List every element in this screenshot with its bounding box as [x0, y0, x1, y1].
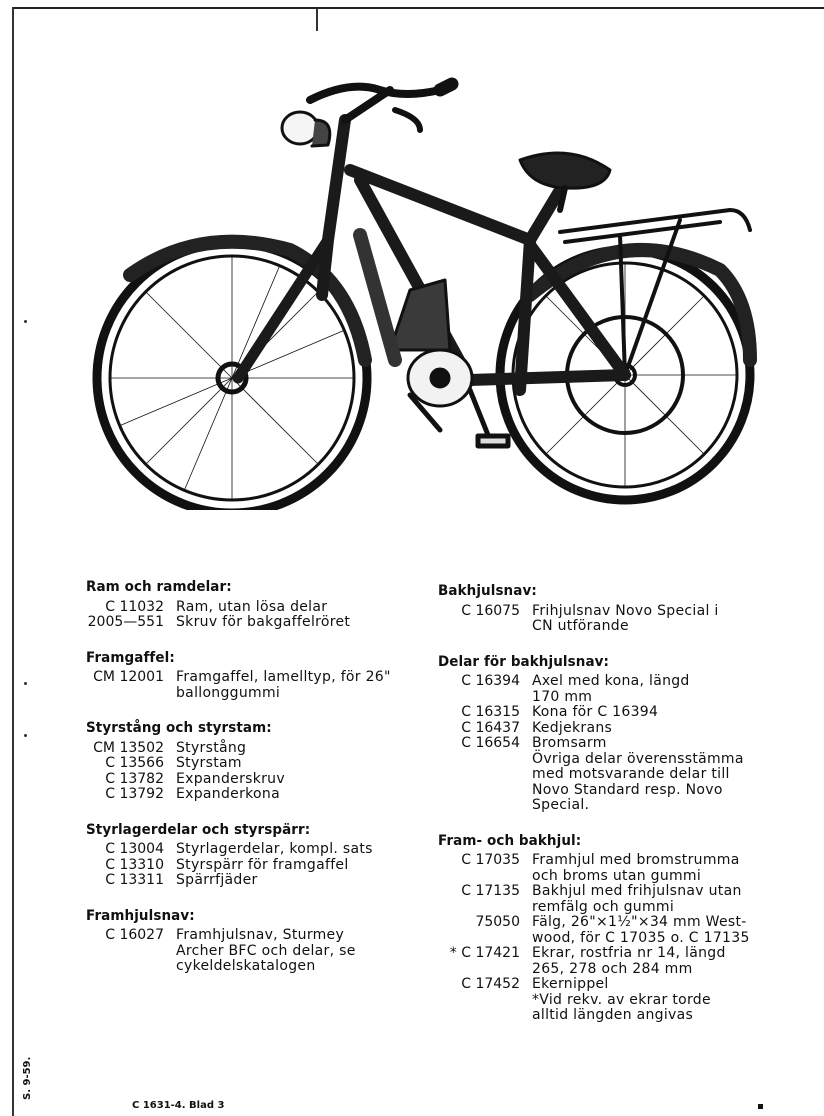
section-steering-bearing: [86, 823, 416, 889]
part-number: 2005—551: [87, 614, 164, 630]
engine: [360, 235, 472, 406]
section-handlebar: [86, 721, 416, 803]
section-title: Fram- och bakhjul:: [438, 832, 582, 849]
part-description: Fälg, 26"×1½"×34 mm West- wood, för C 17035 o. C 17135: [532, 914, 750, 946]
section-title: Bakhjulsnav:: [438, 583, 537, 599]
part-row: [438, 884, 778, 915]
part-row: [86, 928, 416, 975]
part-number: C 16075: [461, 602, 520, 619]
corner-mark: [758, 1104, 763, 1109]
print-date: S. 9-59.: [22, 1056, 33, 1100]
scan-mark: [24, 682, 27, 685]
part-description: Ekernippel *Vid rekv. av ekrar torde alltid längden angivas: [532, 976, 711, 1023]
section-rear-hub-parts: [438, 655, 778, 814]
part-row: [86, 615, 416, 631]
page-border-top: [12, 7, 824, 9]
part-number: CM 13502: [93, 739, 164, 756]
section-title: Styrlagerdelar och styrspärr:: [86, 821, 311, 838]
part-number: C 16437: [461, 719, 520, 736]
section-title: Framhjulsnav:: [86, 907, 195, 924]
part-description: Kona för C 16394: [532, 704, 659, 720]
part-row: [438, 674, 778, 705]
section-front-fork: [86, 651, 416, 702]
part-row: [86, 787, 416, 803]
part-row: [438, 915, 778, 946]
part-description: Framgaffel, lamelltyp, för 26" ballonggummi: [176, 669, 391, 701]
saddle: [520, 153, 610, 210]
part-row: [86, 670, 416, 701]
part-row: [438, 604, 778, 635]
part-description: Styrspärr för framgaffel: [176, 856, 349, 873]
part-number: 75050: [475, 914, 520, 930]
part-description: Ekrar, rostfria nr 14, längd 265, 278 och 284 mm: [532, 945, 726, 977]
part-row: [438, 736, 778, 814]
part-description: Bromsarm Övriga delar överensstämma med motsvarande delar till Novo Standard resp. Novo Special.: [532, 735, 744, 813]
part-row: [438, 946, 778, 977]
moped-illustration: [60, 60, 760, 510]
part-row: [86, 772, 416, 788]
registration-mark: [316, 9, 318, 31]
handlebar: [310, 84, 452, 130]
part-row: [86, 842, 416, 858]
part-number: C 13792: [105, 786, 164, 802]
part-description: Kedjekrans: [532, 719, 613, 736]
part-description: Spärrfjäder: [176, 872, 258, 888]
part-number: C 11032: [105, 598, 164, 615]
front-fork: [238, 240, 328, 378]
part-row: [438, 977, 778, 1024]
part-description: Skruv för bakgaffelröret: [176, 614, 351, 630]
scan-mark: [24, 320, 27, 323]
part-number: C 16654: [461, 735, 520, 751]
part-row: [86, 858, 416, 874]
part-row: [438, 705, 778, 721]
part-number: C 16315: [461, 704, 520, 720]
part-description: Styrstång: [176, 739, 247, 756]
part-row: [86, 873, 416, 889]
part-number: C 13311: [105, 872, 164, 888]
section-title: Framgaffel:: [86, 649, 175, 666]
part-description: Styrlagerdelar, kompl. sats: [176, 841, 373, 857]
part-number: * C 17421: [449, 945, 520, 961]
part-description: Expanderkona: [176, 786, 280, 802]
part-number: C 13310: [105, 856, 164, 873]
section-frame: [86, 580, 416, 631]
part-description: Framhjul med bromstrumma och broms utan gummi: [532, 852, 740, 884]
part-number: C 17035: [461, 852, 520, 868]
part-row: [86, 600, 416, 616]
section-wheels: [438, 834, 778, 1024]
part-number: CM 12001: [93, 669, 164, 685]
parts-column-right: [438, 584, 778, 1044]
part-row: [438, 721, 778, 737]
part-description: Styrstam: [176, 755, 242, 771]
part-number: C 17135: [461, 883, 520, 899]
part-number: C 16027: [105, 927, 164, 943]
section-title: Ram och ramdelar:: [86, 579, 232, 595]
part-number: C 13566: [105, 755, 164, 771]
section-title: Styrstång och styrstam:: [86, 720, 272, 736]
part-row: [86, 756, 416, 772]
section-front-hub: [86, 909, 416, 975]
page-border-left: [12, 7, 14, 1116]
part-description: Bakhjul med frihjulsnav utan remfälg och gummi: [532, 883, 742, 915]
part-description: Frihjulsnav Novo Special i CN utförande: [532, 602, 719, 634]
part-number: C 13004: [105, 841, 164, 857]
part-number: C 17452: [461, 976, 520, 992]
part-number: C 16394: [461, 673, 520, 689]
part-description: Ram, utan lösa delar: [176, 598, 328, 615]
section-title: Delar för bakhjulsnav:: [438, 653, 610, 670]
part-row: [86, 741, 416, 757]
part-description: Framhjulsnav, Sturmey Archer BFC och delar, se cykeldelskatalogen: [176, 927, 356, 974]
headlamp: [282, 112, 330, 146]
sheet-reference: C 1631-4. Blad 3: [132, 1100, 225, 1111]
part-description: Axel med kona, längd 170 mm: [532, 673, 690, 705]
part-number: C 13782: [105, 770, 164, 787]
part-description: Expanderskruv: [176, 770, 285, 787]
scan-mark: [24, 734, 27, 737]
part-row: [438, 853, 778, 884]
parts-column-left: [86, 580, 416, 995]
section-rear-hub: [438, 584, 778, 635]
